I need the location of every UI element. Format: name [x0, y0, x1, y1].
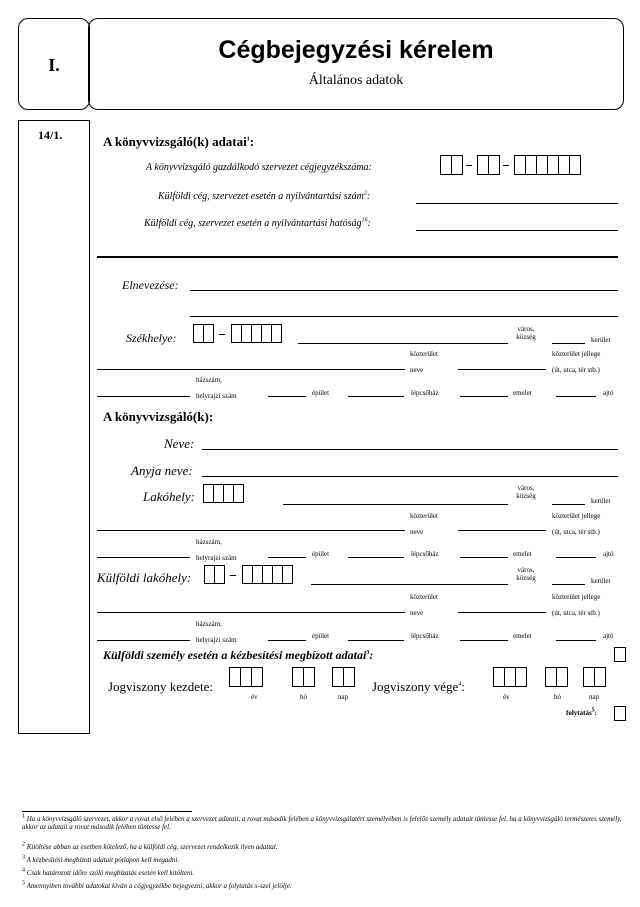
- seat-label: Székhelye:: [126, 331, 177, 345]
- dash: [230, 575, 236, 576]
- residence-building-field[interactable]: [268, 557, 306, 558]
- door-label: ajtó: [603, 389, 614, 397]
- footnote-4: $^4$ Csak határozott időre szóló megbízatás esetén kell kitölteni.: [22, 867, 195, 877]
- building-label: épület: [312, 550, 330, 558]
- seat-building-field[interactable]: [268, 396, 306, 397]
- floor-label: emelet: [513, 550, 532, 558]
- delivery-agent-checkbox[interactable]: [614, 647, 626, 662]
- residence-street-type-field[interactable]: [458, 530, 546, 531]
- footnote-5: $^5$ Amennyiben további adatokat kíván a cégjegyzékbe bejegyezni, akkor a folytatás x-szel jelölje.: [22, 880, 292, 890]
- foreign-floor-field[interactable]: [460, 640, 508, 641]
- mother-name-field[interactable]: [202, 476, 618, 477]
- residence-house-field[interactable]: [97, 557, 190, 558]
- company-reg-input-c[interactable]: [514, 155, 580, 174]
- name-label: Elnevezése:: [122, 278, 179, 292]
- end-month-caption: hó: [554, 693, 561, 701]
- foreign-authority-field[interactable]: [416, 230, 618, 231]
- area-label: kerület: [591, 336, 611, 344]
- foreign-reg-no-field[interactable]: [416, 203, 618, 204]
- public-space-label: közterület neve: [410, 512, 438, 536]
- continuation-label: folytatás$^5$:: [566, 707, 598, 717]
- name-field-2[interactable]: [190, 316, 618, 317]
- footnote-1: $^1$ Ha a könyvvizsgáló szervezet, akkor a rovat első felében a szervezet adatait, a rovat második felében a könyvvizsgálatért személyében is felelős személy adatait tüntesse fel, ha a könyvvizsgáló természetes személy, akkor az adatait a rovat második felében tüntesse fel.: [22, 813, 622, 831]
- public-space-type-label: közterület jellege (út, utca, tér stb.): [552, 593, 601, 617]
- start-year-input[interactable]: [229, 667, 262, 686]
- residence-floor-field[interactable]: [460, 557, 508, 558]
- end-day-input[interactable]: [583, 667, 605, 686]
- foreign-authority-label: Külföldi cég, szervezet esetén a nyilvántartási hatóság$^{16}$:: [144, 217, 371, 229]
- floor-label: emelet: [513, 389, 532, 397]
- seat-zip-b[interactable]: [231, 324, 281, 343]
- seat-street-field[interactable]: [97, 369, 405, 370]
- city-label: város, község: [516, 484, 536, 500]
- city-label: város, község: [516, 566, 536, 582]
- end-month-input[interactable]: [545, 667, 567, 686]
- start-month-input[interactable]: [292, 667, 314, 686]
- seat-zip-a[interactable]: [193, 324, 213, 343]
- seat-street-type-field[interactable]: [458, 369, 546, 370]
- delivery-agent-label: Külföldi személy esetén a kézbesítési megbízott adatai$^3$:: [103, 648, 374, 662]
- foreign-street-type-field[interactable]: [458, 612, 546, 613]
- public-space-type-label: közterület jellege (út, utca, tér stb.): [552, 512, 601, 536]
- company-reg-input-b[interactable]: [477, 155, 499, 174]
- foreign-building-field[interactable]: [268, 640, 306, 641]
- house-no-label: házszám, helyrajzi szám: [196, 620, 237, 644]
- start-month-caption: hó: [300, 693, 307, 701]
- footnote-3: $^3$ A kézbesítési megbízott adatait pótlapon kell megadni.: [22, 854, 180, 864]
- residence-zip[interactable]: [203, 484, 243, 503]
- staircase-label: lépcsőház: [411, 632, 439, 640]
- start-year-caption: év: [251, 693, 258, 701]
- end-year-input[interactable]: [493, 667, 526, 686]
- separator-line: [97, 256, 618, 258]
- company-reg-input-a[interactable]: [440, 155, 462, 174]
- footnote-2: $^2$ Kitöltése abban az esetben kötelező, ha a külföldi cég, szervezet rendelkezik ilyen adattal.: [22, 841, 278, 851]
- start-label: Jogviszony kezdete:: [108, 679, 214, 694]
- building-label: épület: [312, 389, 330, 397]
- residence-staircase-field[interactable]: [348, 557, 404, 558]
- end-label: Jogviszony vége$^4$:: [372, 679, 465, 694]
- residence-door-field[interactable]: [556, 557, 596, 558]
- person-name-field[interactable]: [202, 449, 618, 450]
- foreign-door-field[interactable]: [556, 640, 596, 641]
- start-day-input[interactable]: [332, 667, 354, 686]
- city-label: város, község: [516, 325, 536, 341]
- house-no-label: házszám, helyrajzi szám: [196, 376, 237, 400]
- seat-district-field[interactable]: [552, 343, 585, 344]
- seat-door-field[interactable]: [556, 396, 596, 397]
- row-number-box: [18, 120, 90, 734]
- auditor-data-heading: A könyvvizsgáló(k) adatai$^1$:: [103, 134, 255, 149]
- seat-city-field[interactable]: [298, 343, 508, 344]
- company-reg-label: A könyvvizsgáló gazdálkodó szervezet cégjegyzékszáma:: [146, 162, 372, 173]
- foreign-city-field[interactable]: [311, 584, 508, 585]
- door-label: ajtó: [603, 550, 614, 558]
- start-day-caption: nap: [338, 693, 349, 701]
- mother-name-label: Anyja neve:: [131, 463, 193, 478]
- section-number: I.: [48, 55, 60, 75]
- end-day-caption: nap: [589, 693, 600, 701]
- name-field[interactable]: [190, 290, 618, 291]
- foreign-street-field[interactable]: [97, 612, 405, 613]
- dash: [503, 165, 509, 166]
- person-name-label: Neve:: [164, 436, 195, 451]
- end-year-caption: év: [503, 693, 510, 701]
- staircase-label: lépcsőház: [411, 389, 439, 397]
- seat-floor-field[interactable]: [460, 396, 508, 397]
- residence-city-field[interactable]: [283, 504, 508, 505]
- door-label: ajtó: [603, 632, 614, 640]
- foreign-staircase-field[interactable]: [348, 640, 404, 641]
- foreign-residence-label: Külföldi lakóhely:: [97, 570, 192, 585]
- residence-label: Lakóhely:: [143, 489, 195, 504]
- public-space-label: közterület neve: [410, 350, 438, 374]
- foreign-zip-a[interactable]: [204, 565, 224, 584]
- residence-street-field[interactable]: [97, 530, 405, 531]
- staircase-label: lépcsőház: [411, 550, 439, 558]
- area-label: kerület: [591, 497, 611, 505]
- footnote-separator: [22, 811, 192, 812]
- seat-house-field[interactable]: [97, 396, 190, 397]
- public-space-type-label: közterület jellege (út, utca, tér stb.): [552, 350, 601, 374]
- foreign-district-field[interactable]: [552, 584, 585, 585]
- row-number: 14/1.: [38, 128, 63, 142]
- seat-staircase-field[interactable]: [348, 396, 404, 397]
- foreign-house-field[interactable]: [97, 640, 190, 641]
- foreign-reg-no-label: Külföldi cég, szervezet esetén a nyilvántartási szám$^2$:: [158, 190, 371, 202]
- house-no-label: házszám, helyrajzi szám: [196, 538, 237, 562]
- continuation-checkbox[interactable]: [614, 706, 626, 721]
- public-space-label: közterület neve: [410, 593, 438, 617]
- floor-label: emelet: [513, 632, 532, 640]
- auditor-person-heading: A könyvvizsgáló(k):: [103, 409, 214, 424]
- dash: [466, 165, 472, 166]
- area-label: kerület: [591, 577, 611, 585]
- residence-district-field[interactable]: [552, 504, 585, 505]
- form-subtitle: Általános adatok: [308, 73, 404, 88]
- building-label: épület: [312, 632, 330, 640]
- dash: [219, 334, 225, 335]
- form-title: Cégbejegyzési kérelem: [218, 36, 494, 64]
- foreign-zip-b[interactable]: [242, 565, 292, 584]
